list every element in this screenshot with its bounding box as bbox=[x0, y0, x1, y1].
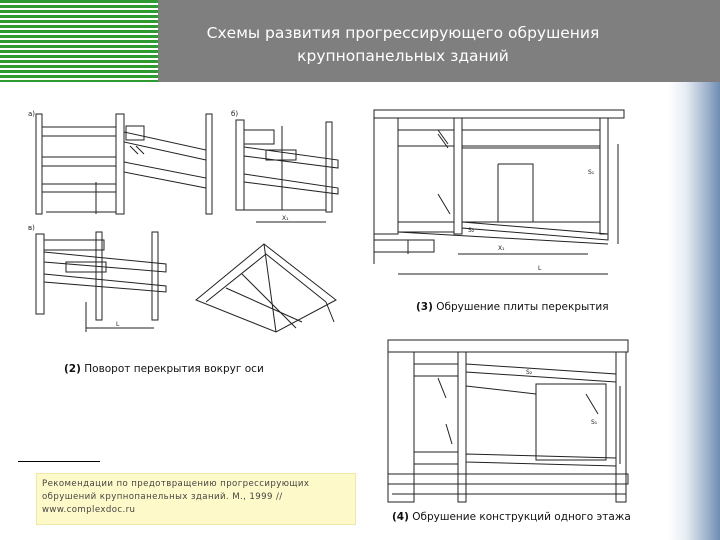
figure-floor-collapse bbox=[386, 334, 636, 510]
label-l-fig3: L bbox=[538, 265, 542, 272]
reference-line-2: обрушений крупнопанельных зданий. М., 1999 // bbox=[42, 492, 283, 502]
label-v: в) bbox=[28, 224, 35, 232]
reference-text bbox=[42, 478, 352, 517]
caption-4: (4) Обрушение конструкций одного этажа bbox=[392, 511, 631, 523]
right-gradient-bar bbox=[668, 82, 720, 540]
figure-slab-rotation bbox=[26, 102, 346, 340]
label-b: б) bbox=[231, 110, 239, 118]
label-s1-fig3: S₁ bbox=[588, 169, 595, 176]
label-s2-fig3: S₂ bbox=[468, 227, 475, 234]
reference-link[interactable]: www.complexdoc.ru bbox=[42, 505, 136, 515]
label-x-fig3: X₁ bbox=[498, 245, 505, 252]
label-s1-fig4: S₁ bbox=[591, 419, 598, 426]
label-s2-fig4: S₂ bbox=[526, 369, 533, 376]
reference-divider bbox=[18, 461, 100, 462]
label-l-left: L bbox=[116, 321, 120, 328]
label-a: а) bbox=[28, 110, 36, 118]
caption-2: (2) Поворот перекрытия вокруг оси bbox=[64, 363, 264, 375]
figure-slab-collapse bbox=[368, 104, 634, 286]
slide-title bbox=[158, 22, 648, 68]
title-line-1: Схемы развития прогрессирующего обрушения bbox=[206, 24, 600, 42]
title-line-2: крупнопанельных зданий bbox=[297, 47, 509, 65]
reference-line-1: Рекомендации по предотвращению прогрессирующих bbox=[42, 479, 310, 489]
caption-3: (3) Обрушение плиты перекрытия bbox=[416, 301, 609, 313]
green-stripe-decoration bbox=[0, 0, 158, 82]
label-x-top: X₁ bbox=[282, 215, 289, 222]
